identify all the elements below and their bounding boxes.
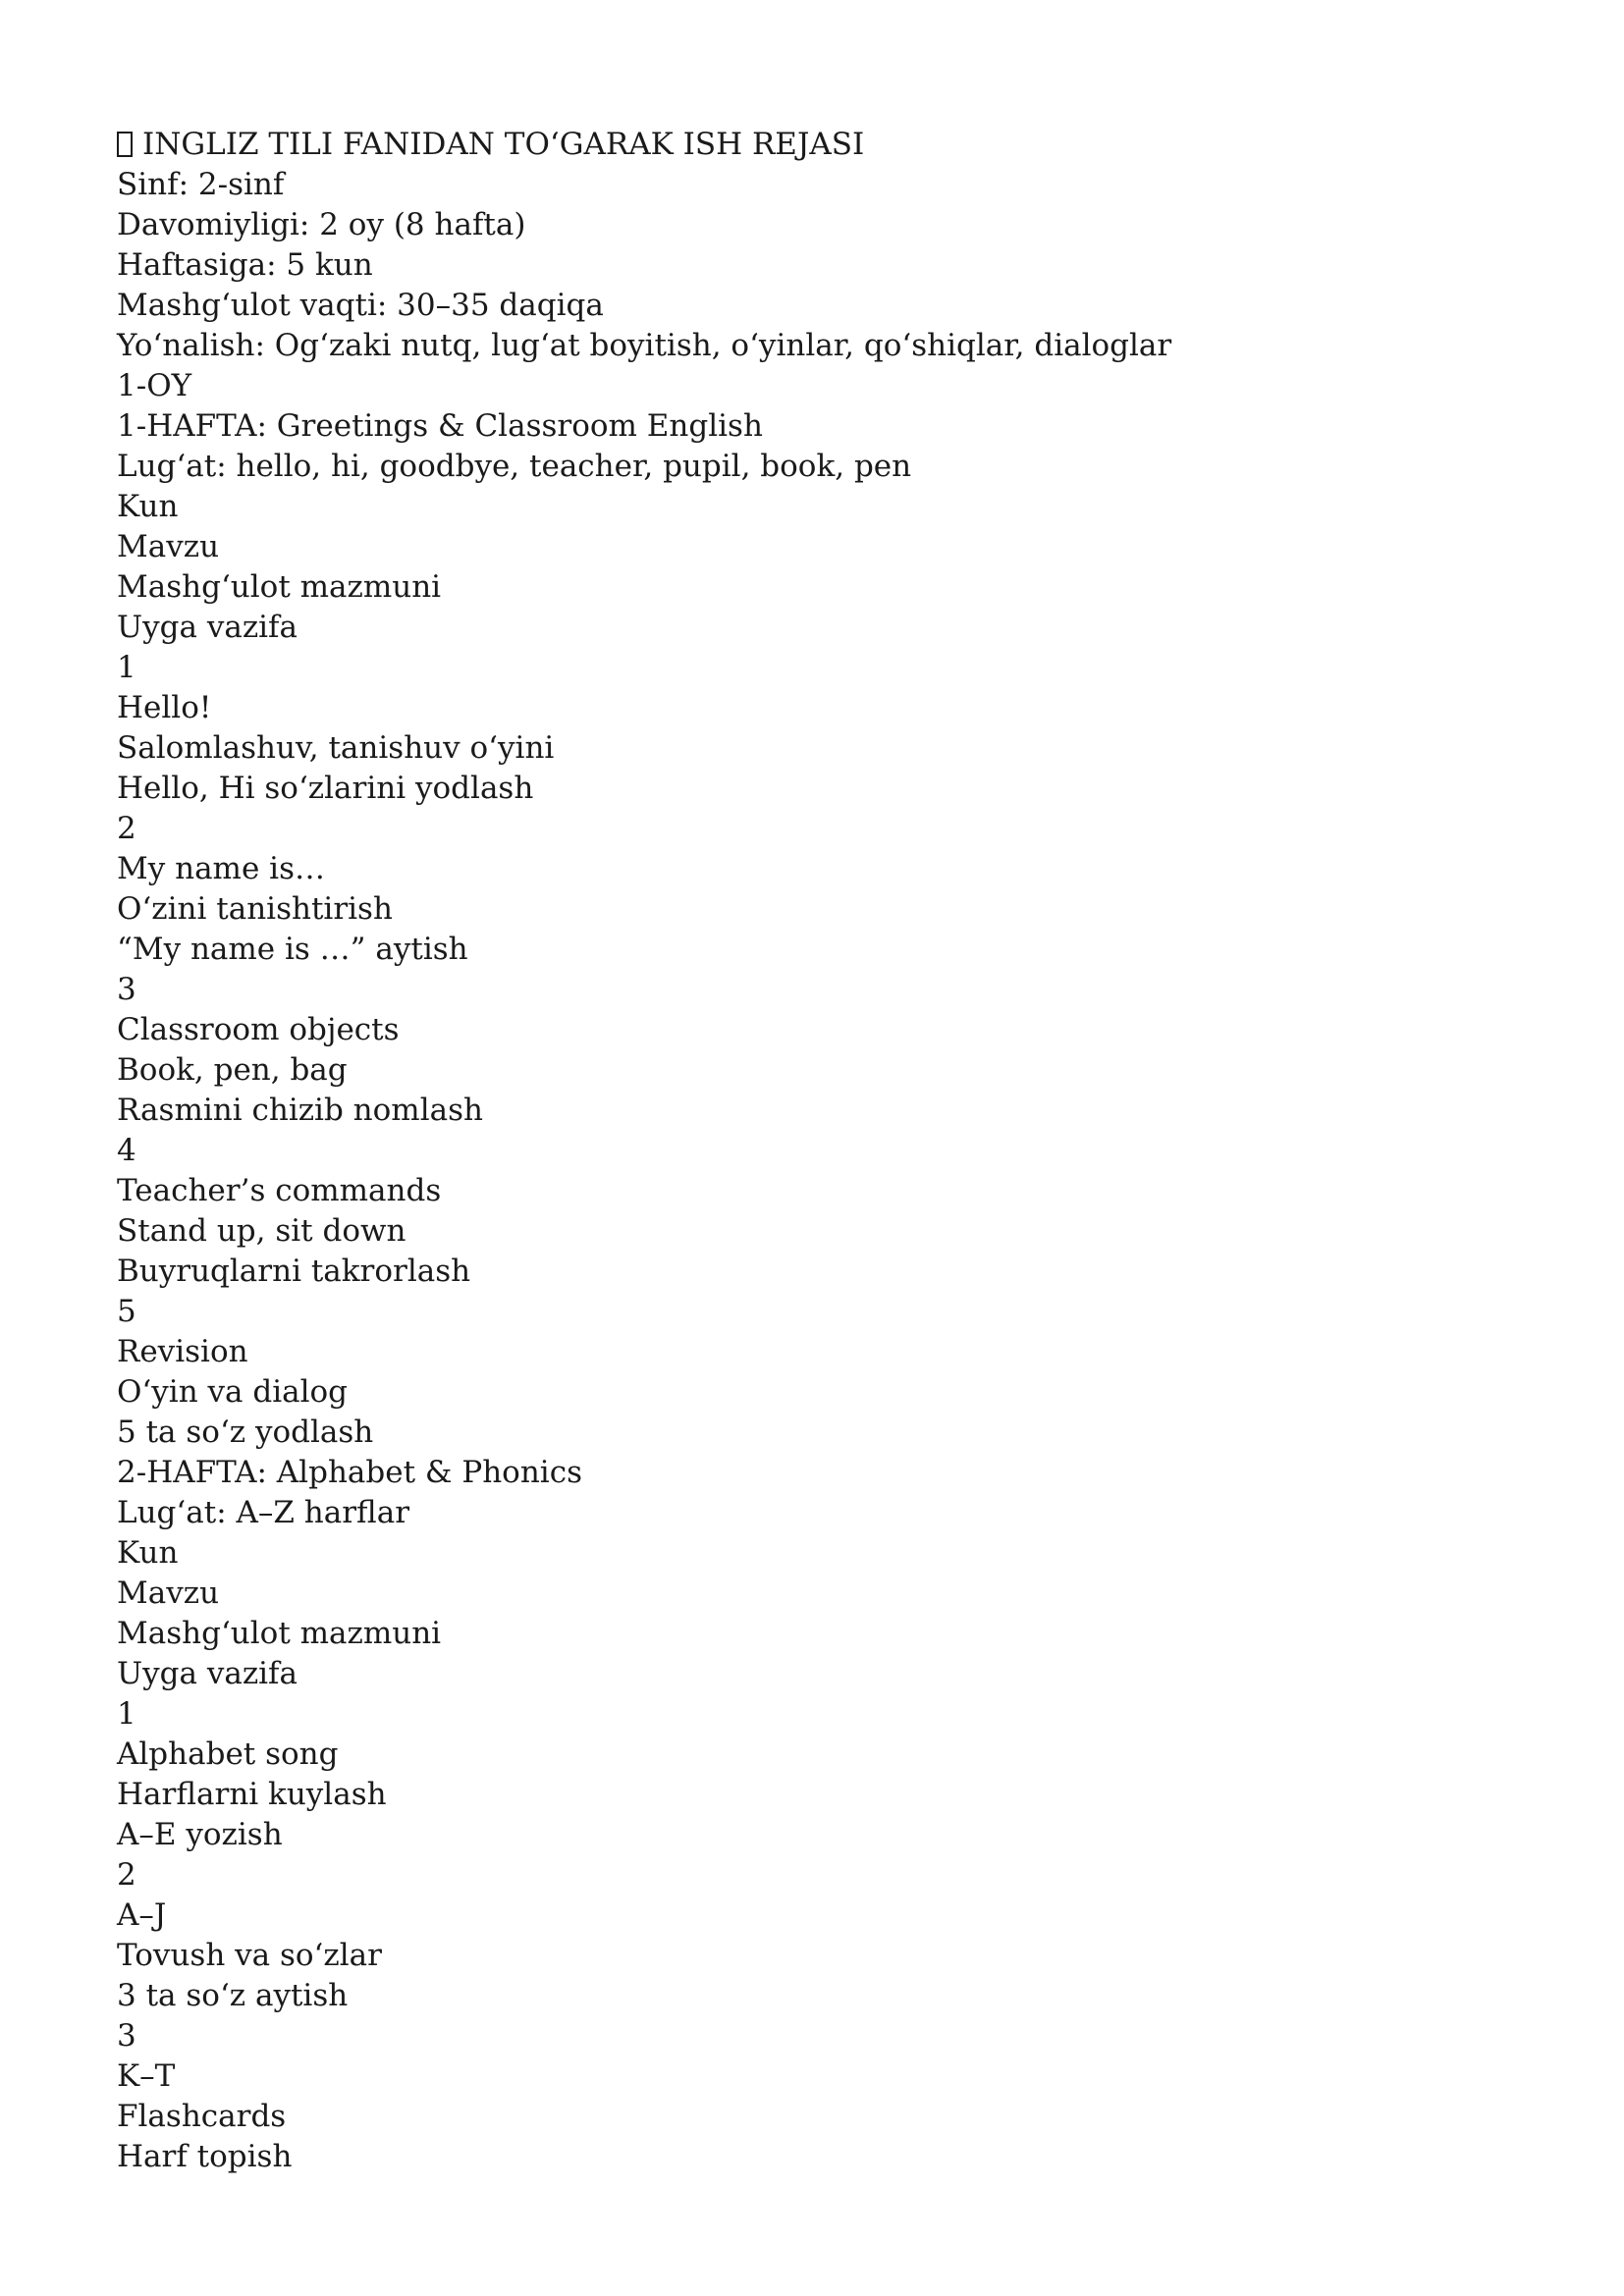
table-cell: 4 <box>117 1133 136 1168</box>
table-cell: Flashcards <box>117 2099 287 2134</box>
table-cell: 3 ta so‘z aytish <box>117 1978 349 2013</box>
table-cell: Stand up, sit down <box>117 1213 406 1249</box>
table-header-cell: Kun <box>117 1535 179 1571</box>
table-cell: Buyruqlarni takrorlash <box>117 1254 471 1289</box>
table-cell: Book, pen, bag <box>117 1052 348 1088</box>
table-cell: Rasmini chizib nomlash <box>117 1093 483 1128</box>
table-cell: Tovush va so‘zlar <box>117 1938 382 1973</box>
table-cell: Hello, Hi so‘zlarini yodlash <box>117 771 534 806</box>
meta-yonalish: Yo‘nalish: Og‘zaki nutq, lug‘at boyitish, o‘yinlar, qo‘shiqlar, dialoglar <box>117 328 1172 363</box>
month-heading: 1-OY <box>117 368 192 403</box>
table-header-cell: Mavzu <box>117 529 220 564</box>
table-cell: 1 <box>117 1696 136 1732</box>
table-cell: O‘zini tanishtirish <box>117 891 393 927</box>
table-cell: Harf topish <box>117 2139 293 2174</box>
table-cell: Salomlashuv, tanishuv o‘yini <box>117 730 555 766</box>
table-cell: 1 <box>117 650 136 685</box>
table-cell: 5 <box>117 1294 136 1329</box>
table-cell: A–J <box>117 1897 167 1933</box>
document-title: INGLIZ TILI FANIDAN TO‘GARAK ISH REJASI <box>142 127 865 162</box>
table-cell: My name is… <box>117 851 325 886</box>
table-header-cell: Mashg‘ulot mazmuni <box>117 1616 442 1651</box>
table-cell: A–E yozish <box>117 1817 283 1852</box>
missing-glyph-box-icon <box>117 132 133 157</box>
table-cell: Harflarni kuylash <box>117 1777 387 1812</box>
document-body <box>117 125 1511 2177</box>
week-heading: 2-HAFTA: Alphabet & Phonics <box>117 1455 582 1490</box>
table-cell: 2 <box>117 1857 136 1893</box>
meta-sinf: Sinf: 2-sinf <box>117 167 285 202</box>
document-title-line <box>117 125 1511 165</box>
table-header-cell: Uyga vazifa <box>117 610 298 645</box>
week-vocab: Lug‘at: A–Z harflar <box>117 1495 410 1530</box>
table-header-cell: Mavzu <box>117 1575 220 1611</box>
table-header-cell: Uyga vazifa <box>117 1656 298 1691</box>
table-cell: 5 ta so‘z yodlash <box>117 1415 374 1450</box>
meta-vaqt: Mashg‘ulot vaqti: 30–35 daqiqa <box>117 288 604 323</box>
week-vocab: Lug‘at: hello, hi, goodbye, teacher, pupil, book, pen <box>117 449 912 484</box>
table-cell: K–T <box>117 2058 176 2094</box>
week-heading: 1-HAFTA: Greetings & Classroom English <box>117 408 763 444</box>
table-cell: O‘yin va dialog <box>117 1374 349 1410</box>
table-cell: Hello! <box>117 690 212 725</box>
table-cell: 3 <box>117 972 136 1007</box>
meta-davomiyligi: Davomiyligi: 2 oy (8 hafta) <box>117 207 526 242</box>
table-cell: Alphabet song <box>117 1736 339 1772</box>
table-cell: 3 <box>117 2018 136 2054</box>
table-cell: Revision <box>117 1334 248 1369</box>
table-cell: “My name is …” aytish <box>117 932 468 967</box>
table-header-cell: Kun <box>117 489 179 524</box>
table-cell: 2 <box>117 811 136 846</box>
table-cell: Classroom objects <box>117 1012 400 1047</box>
meta-haftasiga: Haftasiga: 5 kun <box>117 247 373 283</box>
table-cell: Teacher’s commands <box>117 1173 442 1208</box>
table-header-cell: Mashg‘ulot mazmuni <box>117 569 442 605</box>
